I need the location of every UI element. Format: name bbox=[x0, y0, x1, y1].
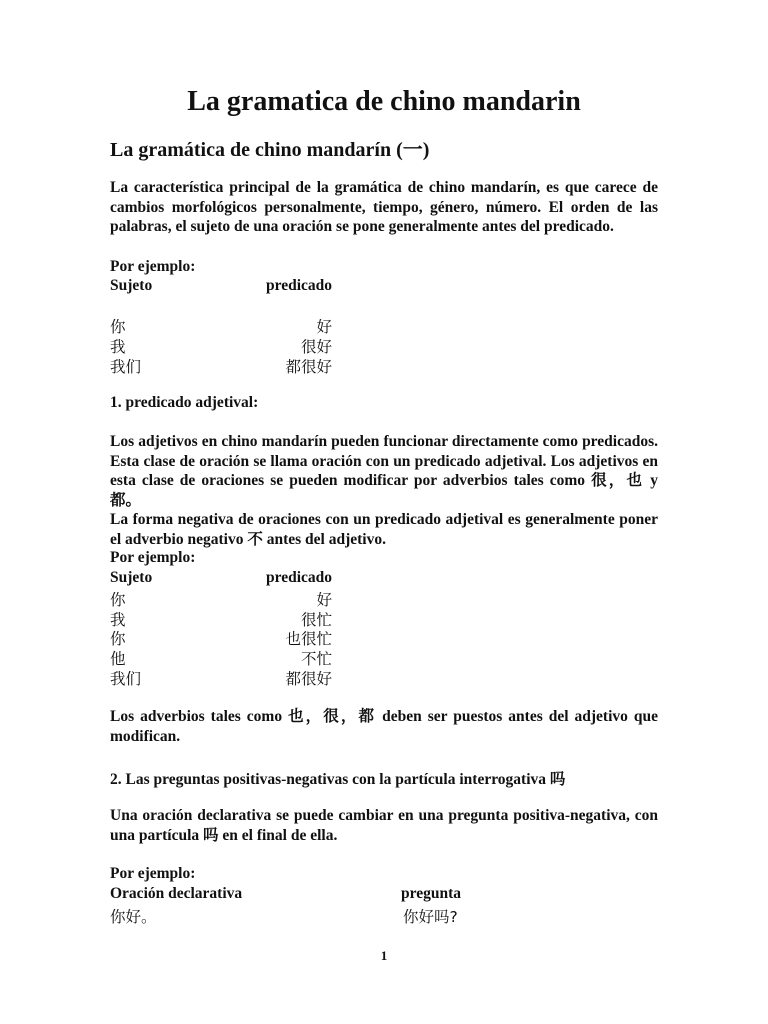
predicate-cell: 很好 bbox=[300, 338, 332, 356]
section-subtitle: La gramática de chino mandarín (一) bbox=[110, 139, 430, 161]
predicate-cell: 都很好 bbox=[285, 358, 332, 376]
column-question: pregunta bbox=[401, 885, 462, 902]
table-row bbox=[110, 647, 332, 667]
column-subject: Sujeto bbox=[110, 569, 153, 586]
question-example: 你好吗? bbox=[403, 908, 458, 926]
example-label: Por ejemplo: bbox=[110, 865, 196, 882]
column-predicate: predicado bbox=[265, 277, 332, 294]
section1-heading: 1. predicado adjetival: bbox=[110, 394, 259, 411]
subject-cell: 你 bbox=[110, 591, 126, 609]
example-label: Por ejemplo: bbox=[110, 258, 196, 275]
subject-cell: 他 bbox=[110, 650, 126, 668]
table-row bbox=[110, 588, 332, 608]
subject-cell: 我 bbox=[110, 338, 126, 356]
example-label: Por ejemplo: bbox=[110, 549, 196, 566]
subject-cell: 你 bbox=[110, 318, 126, 336]
subject-cell: 我们 bbox=[110, 670, 142, 688]
declarative-example: 你好。 bbox=[110, 908, 157, 926]
column-subject: Sujeto bbox=[110, 277, 153, 294]
intro-paragraph: La característica principal de la gramática de chino mandarín, es que carece de cambios morfológicos personalmente, tiempo, género, número. El orden de las palabras, el sujeto de una oración se pone generalmente antes del predicado. bbox=[110, 179, 658, 236]
section1-paragraph-1: Los adjetivos en chino mandarín pueden funcionar directamente como predicados. Esta clase de oración se llama oración con un predicado adjetival. Los adjetivos en esta clase de oraciones se pueden modificar por adverbios tales como 很，也 y 都。 bbox=[110, 433, 658, 509]
section1-paragraph-2: La forma negativa de oraciones con un predicado adjetival es generalmente poner el adverbio negativo 不 antes del adjetivo. bbox=[110, 511, 658, 548]
section2-heading: 2. Las preguntas positivas-negativas con la partícula interrogativa 吗 bbox=[110, 771, 566, 788]
page-number: 1 bbox=[380, 948, 388, 963]
table-row bbox=[110, 355, 332, 375]
subject-cell: 我们 bbox=[110, 358, 142, 376]
page-title: La gramatica de chino mandarin bbox=[187, 86, 581, 117]
column-declarative: Oración declarativa bbox=[110, 885, 243, 902]
table-row bbox=[110, 315, 332, 335]
table1-header bbox=[110, 277, 332, 297]
predicate-cell: 不忙 bbox=[300, 650, 332, 668]
predicate-cell: 好 bbox=[316, 318, 332, 336]
predicate-cell: 很忙 bbox=[300, 611, 332, 629]
subject-cell: 我 bbox=[110, 611, 126, 629]
table-row bbox=[110, 608, 332, 628]
column-predicate: predicado bbox=[265, 569, 332, 586]
predicate-cell: 都很好 bbox=[285, 670, 332, 688]
table-row bbox=[110, 627, 332, 647]
table-row bbox=[110, 335, 332, 355]
predicate-cell: 好 bbox=[316, 591, 332, 609]
section1-note: Los adverbios tales como 也，很，都 deben ser puestos antes del adjetivo que modifican. bbox=[110, 708, 658, 745]
table2-header bbox=[110, 569, 332, 589]
section2-paragraph: Una oración declarativa se puede cambiar en una pregunta positiva-negativa, con una partícula 吗 en el final de ella. bbox=[110, 807, 658, 844]
table-row bbox=[110, 667, 332, 687]
predicate-cell: 也很忙 bbox=[285, 630, 332, 648]
subject-cell: 你 bbox=[110, 630, 126, 648]
